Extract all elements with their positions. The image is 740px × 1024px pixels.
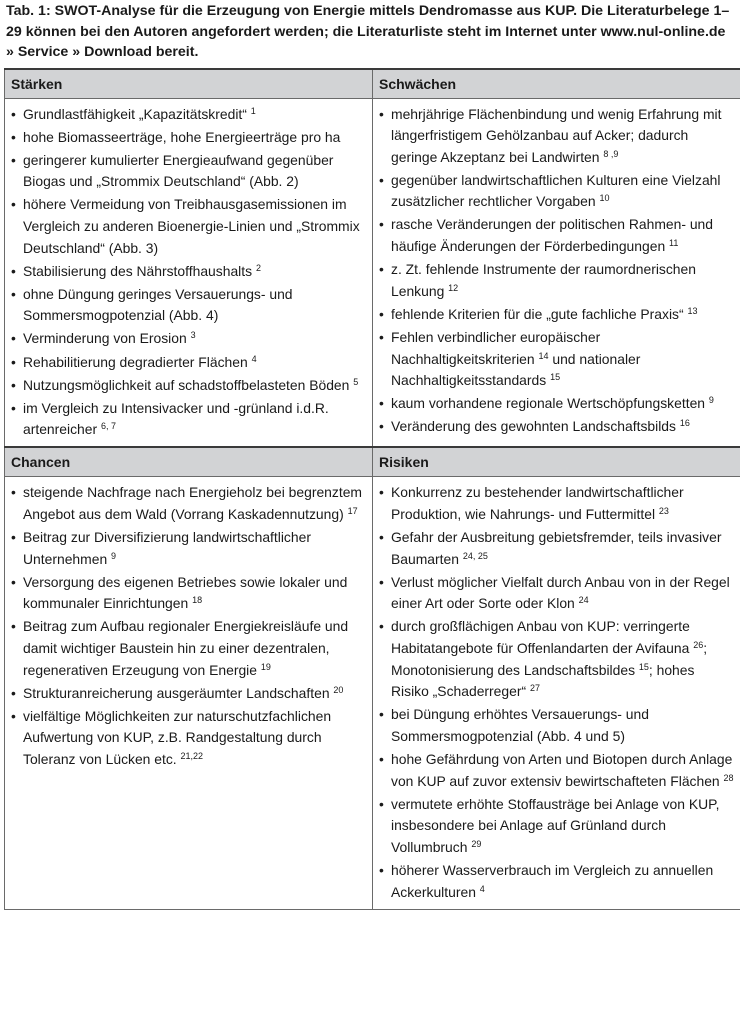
list-item — [377, 393, 734, 415]
bullet-icon: • — [11, 618, 16, 635]
bullet-icon: • — [11, 330, 16, 347]
header-staerken: Stärken — [5, 69, 373, 99]
footnote-ref: 4 — [251, 353, 257, 364]
item-text: Beitrag zur Diversifizierung landwirtschaftlicher Unternehmen — [23, 529, 311, 567]
item-text: vermutete erhöhte Stoffausträge bei Anlage von KUP, insbesondere bei Anlage auf Grünland durch Vollumbruch — [391, 795, 720, 855]
item-text: ohne Düngung geringes Versauerungs- und Sommersmogpotenzial (Abb. 4) — [23, 285, 293, 324]
list-risiken — [377, 482, 734, 903]
header-schwaechen: Schwächen — [373, 69, 740, 99]
list-item — [377, 416, 734, 438]
header-chancen: Chancen — [5, 447, 373, 477]
item-text: fehlende Kriterien für die „gute fachliche Praxis“ — [391, 305, 684, 322]
bullet-icon: • — [11, 151, 16, 168]
bullet-icon: • — [379, 328, 384, 345]
list-item — [9, 284, 366, 327]
header-row-top — [5, 69, 740, 99]
item-text: vielfältige Möglichkeiten zur naturschutzfachlichen Aufwertung von KUP, z.B. Randgestaltung durch Toleranz von Lücken etc. — [23, 707, 332, 768]
bullet-icon: • — [11, 105, 16, 122]
item-text: hohe Biomasseerträge, hohe Energieerträge pro ha — [23, 128, 341, 145]
bullet-icon: • — [379, 105, 384, 122]
cell-chancen — [5, 477, 373, 909]
footnote-ref: 11 — [669, 238, 679, 249]
list-schwaechen — [377, 104, 734, 438]
list-item — [377, 170, 734, 213]
list-item — [9, 616, 366, 681]
list-item — [9, 352, 366, 374]
bullet-icon: • — [379, 862, 384, 878]
item-text: Fehlen verbindlicher europäischer Nachhaltigkeitskriterien — [391, 328, 601, 367]
footnote-ref: 28 — [723, 772, 734, 783]
list-item — [377, 304, 734, 326]
bullet-icon: • — [379, 706, 384, 723]
list-item — [9, 261, 366, 283]
footnote-ref: 23 — [658, 506, 669, 516]
bullet-icon: • — [11, 196, 16, 213]
item-text: steigende Nachfrage nach Energieholz bei begrenztem Angebot aus dem Wald (Vorrang Kaskadennutzung) — [23, 484, 362, 522]
list-item — [9, 706, 366, 771]
list-item — [377, 527, 734, 570]
footnote-ref: 6, 7 — [100, 421, 116, 432]
bullet-icon: • — [379, 795, 384, 812]
item-text: ; Monotonisierung des Landschaftsbildes — [391, 640, 708, 678]
item-text: kaum vorhandene regionale Wertschöpfungsketten — [391, 395, 706, 412]
cell-risiken — [373, 477, 740, 909]
footnote-ref: 9 — [111, 550, 117, 561]
footnote-ref: 29 — [471, 838, 482, 849]
cell-schwaechen — [373, 98, 740, 447]
item-text: rasche Veränderungen der politischen Rahmen- und häufige Änderungen der Förderbedingungen — [391, 216, 714, 255]
list-item — [9, 127, 366, 149]
item-text: Versorgung des eigenen Betriebes sowie lokaler und kommunaler Einrichtungen — [23, 573, 348, 612]
footnote-ref: 24, 25 — [462, 550, 488, 561]
bullet-icon: • — [11, 376, 16, 393]
item-text: z. Zt. fehlende Instrumente der raumordnerischen Lenkung — [391, 261, 696, 299]
item-text: Stabilisierung des Nährstoffhaushalts — [23, 262, 253, 279]
content-row-top — [5, 98, 740, 447]
list-item — [377, 616, 734, 702]
item-text: Strukturanreicherung ausgeräumter Landschaften — [23, 684, 330, 701]
footnote-ref: 24 — [578, 595, 589, 606]
item-text: mehrjährige Flächenbindung und wenig Erfahrung mit längerfristigem Gehölzanbau auf Acker; dadurch geringe Akzeptanz bei Landwirten — [391, 105, 722, 165]
item-text: höhere Vermeidung von Treibhausgasemissionen im Vergleich zu anderen Bioenergie-Linien und „Strommix Deutschland“ (Abb. 3) — [23, 196, 360, 256]
footnote-ref: 9 — [708, 395, 714, 406]
list-item — [377, 327, 734, 392]
bullet-icon: • — [379, 618, 384, 635]
bullet-icon: • — [379, 305, 384, 322]
bullet-icon: • — [379, 171, 384, 188]
item-text: im Vergleich zu Intensivacker und -grünland i.d.R. artenreicher — [23, 399, 329, 438]
bullet-icon: • — [379, 573, 384, 590]
list-item — [377, 860, 734, 903]
item-text: Beitrag zum Aufbau regionaler Energiekreisläufe und damit wichtiger Baustein hin zu einer dezentralen, regenerativen Erzeugung von Energie — [23, 618, 349, 678]
item-text: und nationaler Nachhaltigkeitsstandards — [391, 350, 641, 389]
list-chancen — [9, 482, 366, 770]
footnote-ref: 27 — [529, 683, 540, 694]
item-text: Nutzungsmöglichkeit auf schadstoffbelasteten Böden — [23, 376, 350, 393]
list-item — [9, 683, 366, 705]
footnote-ref: 26 — [693, 640, 704, 651]
footnote-ref: 10 — [599, 193, 610, 204]
bullet-icon: • — [11, 684, 16, 701]
bullet-icon: • — [11, 484, 16, 501]
bullet-icon: • — [11, 573, 16, 590]
item-text: höherer Wasserverbrauch im Vergleich zu annuellen Ackerkulturen — [391, 862, 714, 900]
item-text: hohe Gefährdung von Arten und Biotopen durch Anlage von KUP auf zuvor extensiv bewirtschafteten Flächen — [391, 751, 733, 789]
item-text: Verlust möglicher Vielfalt durch Anbau von in der Regel einer Art oder Sorte oder Klon — [391, 573, 730, 612]
list-item — [9, 328, 366, 350]
footnote-ref: 14 — [538, 350, 549, 361]
header-row-bottom — [5, 447, 740, 477]
list-item — [377, 572, 734, 615]
list-item — [9, 527, 366, 570]
list-item — [377, 259, 734, 302]
item-text: durch großflächigen Anbau von KUP: verringerte Habitatangebote für Offenlandarten der Avifauna — [391, 618, 690, 657]
bullet-icon: • — [379, 216, 384, 233]
footnote-ref: 21,22 — [180, 751, 204, 762]
footnote-ref: 4 — [479, 883, 485, 894]
list-staerken — [9, 104, 366, 441]
item-text: bei Düngung erhöhtes Versauerungs- und Sommersmogpotenzial (Abb. 4 und 5) — [391, 706, 649, 744]
list-item — [9, 150, 366, 193]
item-text: Rehabilitierung degradierter Flächen — [23, 353, 248, 370]
bullet-icon: • — [379, 751, 384, 768]
item-text: Grundlastfähigkeit „Kapazitätskredit“ — [23, 105, 247, 122]
list-item — [9, 375, 366, 397]
bullet-icon: • — [379, 395, 384, 412]
footnote-ref: 8 ,9 — [603, 148, 619, 159]
bullet-icon: • — [379, 261, 384, 278]
list-item — [9, 572, 366, 615]
content-row-bottom — [5, 477, 740, 909]
footnote-ref: 12 — [448, 282, 459, 293]
table-caption: Tab. 1: SWOT-Analyse für die Erzeugung von Energie mittels Dendromasse aus KUP. Die Literaturbelege 1–29 können bei den Autoren angefordert werden; die Literaturliste steht im Internet unter www.nul-online.de » Service » Download bereit. — [6, 3, 730, 60]
cell-staerken — [5, 98, 373, 447]
list-item — [9, 194, 366, 259]
swot-table — [4, 68, 740, 910]
footnote-ref: 1 — [250, 105, 256, 116]
list-item — [9, 104, 366, 126]
footnote-ref: 15 — [550, 372, 561, 383]
bullet-icon: • — [11, 285, 16, 302]
footnote-ref: 17 — [347, 506, 358, 516]
list-item — [377, 104, 734, 169]
footnote-ref: 5 — [353, 376, 359, 387]
footnote-ref: 18 — [192, 595, 203, 606]
bullet-icon: • — [11, 707, 16, 724]
bullet-icon: • — [11, 128, 16, 145]
list-item — [377, 482, 734, 525]
item-text: Verminderung von Erosion — [23, 330, 187, 347]
list-item — [377, 794, 734, 859]
item-text: gegenüber landwirtschaftlichen Kulturen eine Vielzahl zusätzlicher rechtlicher Vorgaben — [391, 171, 721, 210]
footnote-ref: 3 — [190, 330, 196, 341]
header-risiken: Risiken — [373, 447, 740, 477]
list-item — [9, 398, 366, 441]
bullet-icon: • — [11, 353, 16, 370]
list-item — [377, 749, 734, 792]
footnote-ref: 15 — [638, 661, 649, 672]
bullet-icon: • — [11, 262, 16, 279]
footnote-ref: 13 — [687, 305, 698, 316]
item-text: Veränderung des gewohnten Landschaftsbilds — [391, 418, 676, 435]
bullet-icon: • — [379, 529, 384, 546]
item-text: geringerer kumulierter Energieaufwand gegenüber Biogas und „Strommix Deutschland“ (Abb. 2) — [23, 151, 334, 190]
footnote-ref: 19 — [260, 661, 271, 672]
bullet-icon: • — [11, 399, 16, 416]
list-item — [377, 704, 734, 747]
bullet-icon: • — [379, 484, 384, 501]
bullet-icon: • — [11, 529, 16, 546]
list-item — [377, 214, 734, 257]
footnote-ref: 2 — [255, 262, 261, 273]
item-text: ; hohes Risiko „Schaderreger“ — [391, 661, 695, 700]
item-text: Gefahr der Ausbreitung gebietsfremder, teils invasiver Baumarten — [391, 529, 722, 567]
footnote-ref: 20 — [333, 684, 344, 695]
list-item — [9, 482, 366, 525]
item-text: Konkurrenz zu bestehender landwirtschaftlicher Produktion, wie Nahrungs- und Futtermittel — [391, 484, 684, 522]
footnote-ref: 16 — [679, 418, 690, 429]
bullet-icon: • — [379, 418, 384, 435]
